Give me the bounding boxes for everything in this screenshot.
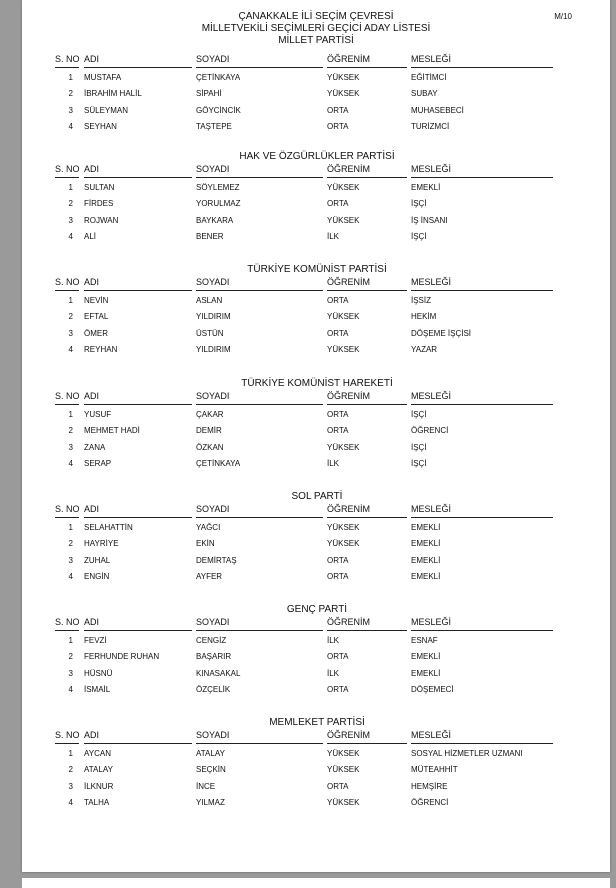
table-row [22, 538, 582, 554]
candidate-education: İLK [327, 668, 340, 678]
column-header-surname: SOYADI [196, 164, 230, 174]
candidate-occupation: ÖĞRENCİ [411, 426, 449, 436]
candidate-education: ORTA [327, 296, 349, 305]
party-section [22, 603, 582, 700]
candidate-education: ORTA [327, 199, 349, 209]
candidate-occupation: EMEKLİ [411, 652, 441, 662]
candidate-education: YÜKSEK [327, 539, 360, 549]
table-row [22, 797, 582, 813]
table-row [22, 215, 582, 231]
document-header [22, 11, 610, 47]
candidate-education: ORTA [327, 105, 349, 115]
header-underline [411, 630, 553, 631]
row-number: 4 [68, 571, 73, 581]
candidate-name: İBRAHİM HALİL [84, 89, 142, 99]
candidate-surname: ÇETİNKAYA [196, 458, 241, 468]
candidate-name: İSMAİL [84, 684, 111, 694]
candidate-surname: İNCE [196, 781, 216, 791]
party-title: TÜRKİYE KOMÜNİST HAREKETİ [241, 378, 393, 389]
header-underline [84, 630, 192, 631]
column-header-name: ADI [84, 277, 100, 287]
candidate-occupation: EMEKLİ [411, 183, 441, 192]
party-section [22, 263, 582, 360]
party-title: GENÇ PARTİ [286, 604, 348, 615]
candidate-occupation: MÜTEAHHİT [411, 765, 458, 775]
candidate-occupation: İŞÇİ [411, 410, 427, 419]
candidate-name: HAYRİYE [84, 539, 119, 549]
row-number: 2 [68, 652, 73, 662]
column-header-education: ÖĞRENİM [327, 617, 371, 627]
candidate-education: ORTA [327, 684, 349, 694]
candidate-surname: BAYKARA [196, 215, 234, 225]
table-header [22, 277, 582, 291]
candidate-surname: TAŞTEPE [196, 121, 232, 131]
row-number: 4 [68, 684, 73, 694]
candidate-occupation: ESNAF [411, 636, 438, 645]
candidate-surname: YILMAZ [196, 797, 225, 807]
column-header-surname: SOYADI [196, 730, 230, 740]
candidate-occupation: EMEKLİ [411, 555, 441, 565]
row-number: 3 [68, 781, 73, 791]
table-header [22, 164, 582, 178]
candidate-education: ORTA [327, 555, 349, 565]
candidate-name: MEHMET HADİ [84, 426, 140, 436]
header-underline [55, 290, 79, 291]
candidate-surname: SEÇKİN [196, 765, 226, 775]
table-row [22, 88, 582, 104]
table-row [22, 231, 582, 247]
header-underline [411, 290, 553, 291]
candidate-name: ATALAY [84, 765, 113, 775]
candidate-surname: ÜSTÜN [196, 328, 224, 338]
candidate-name: SERAP [84, 458, 112, 468]
header-underline [196, 404, 323, 405]
candidate-name: FERHUNDE RUHAN [84, 652, 160, 662]
candidate-education: YÜKSEK [327, 749, 360, 758]
column-header-occupation: MESLEĞİ [411, 617, 452, 627]
candidate-name: FEVZİ [84, 636, 107, 645]
header-underline [327, 743, 407, 744]
header-underline [84, 404, 192, 405]
candidate-surname: YAĞCI [196, 523, 221, 532]
header-underline [84, 177, 192, 178]
party-section [22, 54, 582, 137]
candidate-education: ORTA [327, 121, 349, 131]
candidate-name: ZANA [84, 442, 106, 452]
row-number: 4 [68, 797, 73, 807]
candidate-surname: KINASAKAL [196, 668, 241, 678]
candidate-name: ÖMER [84, 328, 108, 338]
column-header-education: ÖĞRENİM [327, 164, 371, 174]
candidate-education: YÜKSEK [327, 765, 360, 775]
party-title: TÜRKİYE KOMÜNİST PARTİSİ [247, 264, 387, 275]
table-row [22, 198, 582, 214]
header-line-1: ÇANAKKALE İLİ SEÇİM ÇEVRESİ [238, 11, 394, 22]
header-underline [196, 290, 323, 291]
row-number: 1 [68, 183, 73, 192]
column-header-name: ADI [84, 54, 100, 64]
table-row [22, 635, 582, 651]
candidate-surname: BAŞARIR [196, 652, 232, 662]
table-row [22, 121, 582, 137]
candidate-occupation: YAZAR [411, 344, 438, 354]
row-number: 2 [68, 765, 73, 775]
candidate-occupation: SUBAY [411, 89, 438, 99]
row-number: 3 [68, 668, 73, 678]
header-underline [411, 743, 553, 744]
candidate-education: ORTA [327, 328, 349, 338]
table-row [22, 748, 582, 764]
column-header-education: ÖĞRENİM [327, 730, 371, 740]
column-header-no: S. NO [55, 164, 80, 174]
candidate-surname: BENER [196, 231, 224, 241]
column-header-surname: SOYADI [196, 277, 230, 287]
column-header-occupation: MESLEĞİ [411, 164, 452, 174]
candidate-occupation: SOSYAL HİZMETLER UZMANI [411, 749, 523, 758]
candidate-name: NEVİN [84, 296, 109, 305]
column-header-education: ÖĞRENİM [327, 54, 371, 64]
candidate-education: YÜKSEK [327, 89, 360, 99]
table-row [22, 458, 582, 474]
row-number: 1 [68, 749, 73, 758]
candidate-occupation: DÖŞEME İŞÇİSİ [411, 328, 472, 338]
table-header [22, 504, 582, 518]
candidate-surname: EKİN [196, 539, 215, 549]
header-underline [55, 67, 79, 68]
table-header [22, 54, 582, 68]
candidate-surname: SİPAHİ [196, 89, 222, 99]
column-header-name: ADI [84, 617, 100, 627]
party-section [22, 150, 582, 247]
column-header-surname: SOYADI [196, 504, 230, 514]
table-row [22, 344, 582, 360]
column-header-occupation: MESLEĞİ [411, 730, 452, 740]
table-row [22, 764, 582, 780]
row-number: 1 [68, 636, 73, 645]
column-header-no: S. NO [55, 617, 80, 627]
header-underline [196, 177, 323, 178]
header-underline [411, 517, 553, 518]
candidate-surname: SÖYLEMEZ [196, 183, 240, 192]
candidate-occupation: HEMŞİRE [411, 781, 448, 791]
column-header-name: ADI [84, 730, 100, 740]
candidate-occupation: HEKİM [411, 312, 437, 322]
column-header-occupation: MESLEĞİ [411, 391, 452, 401]
party-section [22, 716, 582, 813]
table-row [22, 105, 582, 121]
column-header-education: ÖĞRENİM [327, 391, 371, 401]
header-underline [196, 743, 323, 744]
row-number: 3 [68, 328, 73, 338]
row-number: 2 [68, 199, 73, 209]
candidate-occupation: İŞÇİ [411, 458, 427, 468]
candidate-surname: ÖZÇELİK [196, 684, 231, 694]
header-underline [327, 517, 407, 518]
candidate-name: İLKNUR [84, 781, 114, 791]
candidate-surname: ASLAN [196, 296, 223, 305]
party-title: SOL PARTİ [291, 491, 343, 502]
row-number: 3 [68, 555, 73, 565]
candidate-name: ENGİN [84, 571, 110, 581]
table-row [22, 684, 582, 700]
column-header-no: S. NO [55, 504, 80, 514]
column-header-name: ADI [84, 504, 100, 514]
column-header-no: S. NO [55, 730, 80, 740]
candidate-name: ROJWAN [84, 215, 119, 225]
header-underline [327, 404, 407, 405]
candidate-name: ALİ [84, 231, 97, 241]
candidate-education: YÜKSEK [327, 442, 360, 452]
candidate-education: YÜKSEK [327, 523, 360, 532]
header-underline [411, 67, 553, 68]
header-underline [327, 177, 407, 178]
row-number: 3 [68, 215, 73, 225]
header-underline [84, 517, 192, 518]
candidate-name: TALHA [84, 797, 110, 807]
candidate-surname: ATALAY [196, 749, 225, 758]
column-header-occupation: MESLEĞİ [411, 277, 452, 287]
candidate-name: SELAHATTİN [84, 523, 133, 532]
header-underline [55, 517, 79, 518]
column-header-education: ÖĞRENİM [327, 277, 371, 287]
candidate-education: YÜKSEK [327, 797, 360, 807]
header-line-3: MİLLET PARTİSİ [278, 35, 354, 46]
column-header-surname: SOYADI [196, 617, 230, 627]
candidate-education: ORTA [327, 781, 349, 791]
candidate-name: YUSUF [84, 410, 112, 419]
candidate-education: İLK [327, 636, 340, 645]
row-number: 4 [68, 344, 73, 354]
table-row [22, 295, 582, 311]
table-row [22, 442, 582, 458]
table-row [22, 522, 582, 538]
table-row [22, 571, 582, 587]
party-section [22, 490, 582, 587]
row-number: 4 [68, 121, 73, 131]
candidate-education: YÜKSEK [327, 215, 360, 225]
row-number: 3 [68, 105, 73, 115]
candidate-occupation: EĞİTİMCİ [411, 73, 447, 82]
column-header-no: S. NO [55, 391, 80, 401]
candidate-education: YÜKSEK [327, 344, 360, 354]
candidate-surname: ÖZKAN [196, 442, 224, 452]
candidate-name: FİRDES [84, 199, 114, 209]
candidate-occupation: EMEKLİ [411, 571, 441, 581]
header-underline [55, 743, 79, 744]
row-number: 1 [68, 410, 73, 419]
candidate-surname: YILDIRIM [196, 312, 231, 322]
row-number: 2 [68, 426, 73, 436]
candidate-name: MUSTAFA [84, 73, 122, 82]
header-underline [55, 177, 79, 178]
candidate-name: SÜLEYMAN [84, 105, 129, 115]
candidate-name: REYHAN [84, 344, 118, 354]
candidate-occupation: EMEKLİ [411, 539, 441, 549]
header-underline [55, 630, 79, 631]
candidate-surname: YILDIRIM [196, 344, 231, 354]
candidate-occupation: İŞÇİ [411, 231, 427, 241]
candidate-occupation: EMEKLİ [411, 668, 441, 678]
candidate-education: İLK [327, 458, 340, 468]
candidate-education: YÜKSEK [327, 73, 360, 82]
table-row [22, 328, 582, 344]
candidate-surname: ÇETİNKAYA [196, 73, 241, 82]
candidate-occupation: ÖĞRENCİ [411, 797, 449, 807]
row-number: 1 [68, 73, 73, 82]
header-underline [55, 404, 79, 405]
column-header-occupation: MESLEĞİ [411, 504, 452, 514]
candidate-education: ORTA [327, 410, 349, 419]
candidate-name: ZUHAL [84, 555, 111, 565]
header-underline [84, 67, 192, 68]
party-section [22, 377, 582, 474]
candidate-surname: YORULMAZ [196, 199, 241, 209]
table-row [22, 555, 582, 571]
column-header-surname: SOYADI [196, 391, 230, 401]
candidate-occupation: İŞÇİ [411, 199, 427, 209]
row-number: 1 [68, 523, 73, 532]
candidate-occupation: EMEKLİ [411, 523, 441, 532]
candidate-education: YÜKSEK [327, 312, 360, 322]
candidate-name: HÜSNÜ [84, 668, 113, 678]
row-number: 4 [68, 458, 73, 468]
candidate-surname: DEMİR [196, 426, 222, 436]
candidate-education: ORTA [327, 652, 349, 662]
table-header [22, 391, 582, 405]
header-underline [84, 290, 192, 291]
row-number: 2 [68, 89, 73, 99]
candidate-occupation: MUHASEBECİ [411, 105, 464, 115]
header-underline [84, 743, 192, 744]
candidate-name: SEYHAN [84, 121, 117, 131]
candidate-occupation: DÖŞEMECİ [411, 684, 454, 694]
table-row [22, 668, 582, 684]
row-number: 4 [68, 231, 73, 241]
row-number: 2 [68, 539, 73, 549]
header-underline [196, 67, 323, 68]
header-underline [327, 67, 407, 68]
table-row [22, 781, 582, 797]
party-title: HAK VE ÖZGÜRLÜKLER PARTİSİ [239, 151, 395, 162]
header-underline [196, 630, 323, 631]
next-page-edge [22, 878, 610, 888]
column-header-no: S. NO [55, 277, 80, 287]
header-underline [327, 290, 407, 291]
table-row [22, 72, 582, 88]
candidate-name: EFTAL [84, 312, 109, 322]
table-row [22, 425, 582, 441]
column-header-name: ADI [84, 391, 100, 401]
table-row [22, 182, 582, 198]
document-page [22, 0, 610, 872]
row-number: 3 [68, 442, 73, 452]
header-line-2: MİLLETVEKİLİ SEÇİMLERİ GEÇİCİ ADAY LİSTESİ [201, 23, 431, 34]
column-header-occupation: MESLEĞİ [411, 54, 452, 64]
table-header [22, 617, 582, 631]
row-number: 1 [68, 296, 73, 305]
candidate-surname: ÇAKAR [196, 410, 224, 419]
column-header-no: S. NO [55, 54, 80, 64]
candidate-surname: AYFER [196, 571, 223, 581]
candidate-occupation: İŞÇİ [411, 442, 427, 452]
row-number: 2 [68, 312, 73, 322]
candidate-education: YÜKSEK [327, 183, 360, 192]
candidate-education: ORTA [327, 571, 349, 581]
candidate-occupation: TURİZMCİ [411, 121, 450, 131]
candidate-surname: CENGİZ [196, 636, 227, 645]
candidate-surname: DEMİRTAŞ [196, 555, 237, 565]
table-row [22, 651, 582, 667]
header-underline [196, 517, 323, 518]
candidate-education: İLK [327, 231, 340, 241]
form-code: M/10 [554, 12, 572, 21]
party-title: MEMLEKET PARTİSİ [269, 717, 365, 728]
candidate-surname: GÖYCİNCİK [196, 105, 241, 115]
header-underline [411, 177, 553, 178]
header-underline [411, 404, 553, 405]
table-row [22, 311, 582, 327]
table-row [22, 409, 582, 425]
column-header-surname: SOYADI [196, 54, 230, 64]
column-header-name: ADI [84, 164, 100, 174]
column-header-education: ÖĞRENİM [327, 504, 371, 514]
candidate-occupation: İŞ İNSANI [411, 215, 448, 225]
candidate-occupation: İŞSİZ [411, 296, 432, 305]
candidate-name: SULTAN [84, 183, 115, 192]
header-underline [327, 630, 407, 631]
table-header [22, 730, 582, 744]
candidate-name: AYCAN [84, 749, 111, 758]
candidate-education: ORTA [327, 426, 349, 436]
